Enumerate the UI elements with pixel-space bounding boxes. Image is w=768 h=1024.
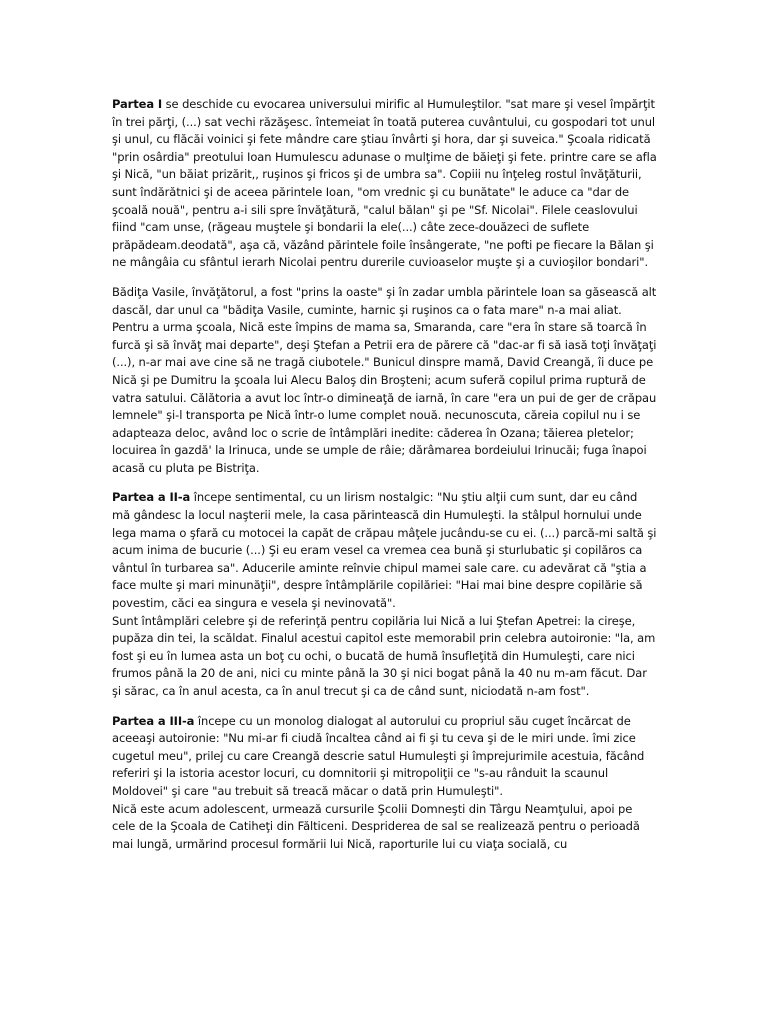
paragraph-text: Sunt întâmplări celebre şi de referinţă pentru copilăria lui Nică a lui Ştefan Apetrei: la cireşe, pupăza din tei, la scăldat. Finalul acestui capitol este memorabil prin celebra autoironie: "la, am fost şi eu în lumea asta un boţ cu ochi, o bucată de humă însufleţită din Humuleşti, care nici frumos până la 20 de ani, nici cu minte până la 30 şi nici bogat până la 40 nu m-am făcut. Dar şi sărac, ca în anul acesta, ca în anul trecut şi ca de când sunt, niciodată n-am fost". xyxy=(112,613,656,698)
paragraph-partea-1 xyxy=(112,96,658,272)
paragraph-badita-vasile xyxy=(112,284,658,478)
paragraph-partea-3 xyxy=(112,713,658,801)
section-heading-partea-1: Partea I xyxy=(112,97,163,111)
paragraph-intamplari-celebre xyxy=(112,613,658,701)
paragraph-text: Nică este acum adolescent, urmează cursurile Şcolii Domneşti din Târgu Neamţului, apoi pe cele de Ia Şcoala de Catiheţi din Fălticeni. Despriderea de sal se realizează pentru o perioadă mai lungă, urmărind procesul formării lui Nică, raporturile lui cu viaţa socială, cu xyxy=(112,801,640,851)
section-heading-partea-3: Partea a III-a xyxy=(112,713,195,728)
paragraph-text: se deschide cu evocarea universului mirific al Humuleştilor. "sat mare şi vesel împărţit în trei părţi, (...) sat vechi răzăşesc. întemeiat în toată puterea cuvântului, cu gospodari tot unul şi unul, cu flăcăi voinici şi fete mândre care ştiau învârti şi hora, dar şi suveica." Şcoala ridicată "prin osârdia" preotului Ioan Humulescu adunase o mulţime de băieţi şi fete. printre care se afla şi Nică, "un băiat prizărit,, ruşinos şi fricos şi de umbra sa". Copiii nu înţeleg rostul învăţăturii, sunt îndărătnici şi de aceea părintele Ioan, "om vrednic şi cu bunătate" le aduce ca "dar de şcoală nouă", pentru a-i sili spre învăţătură, "calul bălan" şi pe "Sf. Nicolai". Filele ceaslovului fiind "cam unse, (răgeau muştele şi bondarii la ele(...) câte zece-douăzeci de suflete prăpădeam.deodată", aşa că, văzând părintele foile însângerate, "ne pofti pe fiecare la Bălan şi ne mângâia cu sfântul ierarh Nicolai pentru durerile cuvioaselor muşte şi a cuvioşilor bondari". xyxy=(112,97,657,270)
paragraph-partea-2 xyxy=(112,489,658,612)
paragraph-text: începe cu un monolog dialogat al autorului cu propriul său cuget încărcat de aceeaşi autoironie: "Nu mi-ar fi ciudă încaltea când ai fi şi tu ceva şi de le miri unde. îmi zice cugetul meu", prilej cu care Creangă descrie satul Humuleşti şi împrejurimile acestuia, făcând referiri şi la istoria acestor locuri, cu domnitorii şi mitropoliţii ce "s-au rânduit la scaunul Moldovei" şi care "au trebuit să treacă măcar o dată prin Humuleşti". xyxy=(112,713,645,798)
document-page xyxy=(112,96,658,865)
section-heading-partea-2: Partea a II-a xyxy=(112,490,191,505)
paragraph-text: începe sentimental, cu un lirism nostalgic: "Nu ştiu alţii cum sunt, dar eu când mă gândesc la locul naşterii mele, la casa părintească din Humuleşti. la stâlpul hornului unde lega mama o şfară cu motocei la capăt de crăpau mâţele jucându-se cu ei. (...) parcă-mi saltă şi acum inima de bucurie (...) Şi eu eram vesel ca vremea cea bună şi sturlubatic şi copilăros ca vântul în turbarea sa". Aducerile aminte reînvie chipul mamei sale care. cu adevărat că "ştia a face multe şi mari minunăţii", despre întâmplările copilăriei: "Hai mai bine despre copilărie să povestim, căci ea singura e vesela şi nevinovată". xyxy=(112,490,657,611)
paragraph-nica-adolescent xyxy=(112,801,658,854)
paragraph-text: Bădiţa Vasile, învăţătorul, a fost "prins la oaste" şi în zadar umbla părintele Ioan sa găsească alt dascăl, dar unul ca "bădiţa Vasile, cuminte, harnic şi ruşinos ca o fata mare" n-a mai aliat. Pentru a urma şcoala, Nică este împins de mama sa, Smaranda, care "era în stare să toarcă în furcă şi să învăţ mai departe", deşi Ştefan a Petrii era de părere că "dac-ar fi să iasă toţi învăţaţi (...), n-ar mai ave cine să ne tragă ciubotele." Bunicul dinspre mamă, David Creangă, îi duce pe Nică şi pe Dumitru la şcoala lui Alecu Baloş din Broşteni; acum suferă copilul prima ruptură de vatra satului. Călătoria a avut loc într-o dimineaţă de iarnă, în care "era un pui de ger de crăpau lemnele" şi-l transporta pe Nică într-o lume complet nouă. necunoscuta, căreia copilul nu i se adapteaza deloc, având loc o scrie de întâmplări inedite: căderea în Ozana; tăierea pletelor; locuirea în gazdă' la Irinuca, unde se umple de râie; dărâmarea bordeiului Irinucăi; fuga înapoi acasă cu pluta pe Bistriţa. xyxy=(112,284,657,475)
